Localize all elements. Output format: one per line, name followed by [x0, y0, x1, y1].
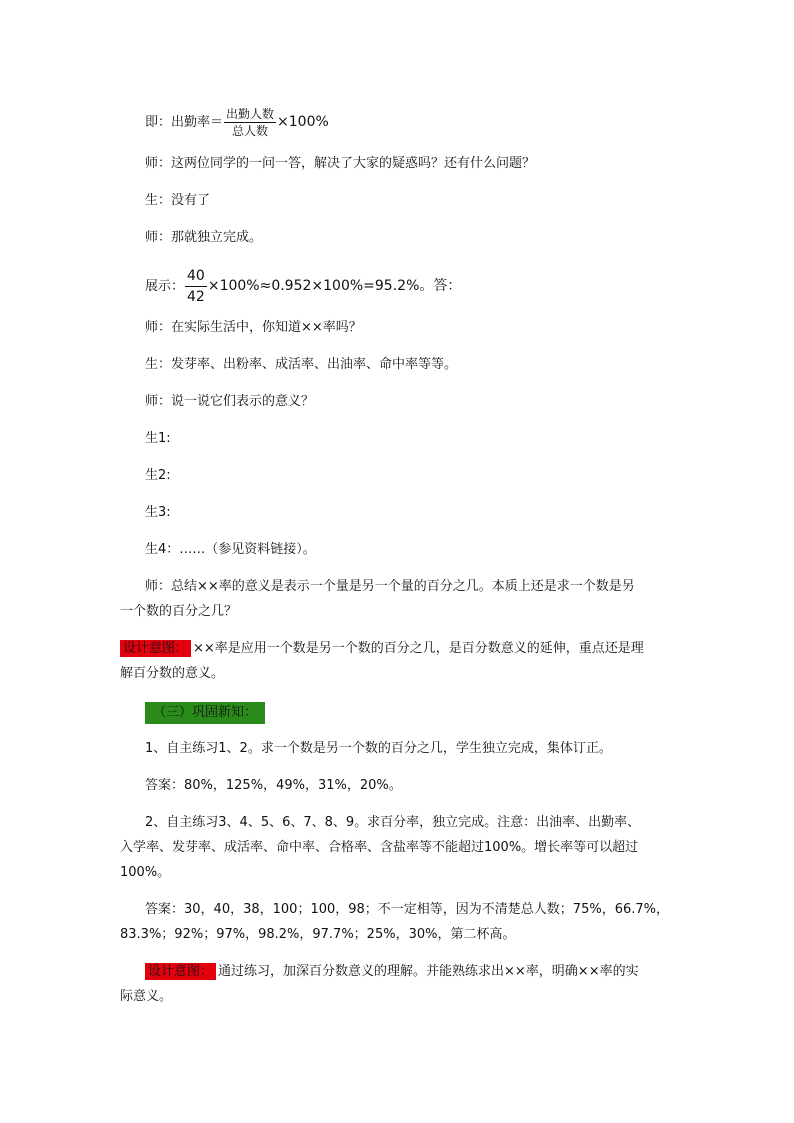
section-heading: [145, 702, 265, 724]
summary-line: 一个数的百分之几？: [120, 604, 238, 619]
dialogue-line: 生2:: [145, 468, 171, 483]
dialogue-line: 师：说一说它们表示的意义？: [145, 394, 315, 409]
formula-suffix: ×100%: [277, 114, 329, 130]
design-intent: [145, 963, 639, 981]
list-item: 入学率、发芽率、成活率、命中率、合格率、含盐率等不能超过100%。增长率等可以超过: [120, 840, 639, 855]
formula-denominator: 总人数: [232, 124, 269, 138]
design-intent: [120, 640, 644, 658]
formula-prefix: 即：出勤率＝: [145, 115, 224, 130]
dialogue-line: 师：那就独立完成。: [145, 230, 263, 245]
section-heading-label: （三）巩固新知：: [145, 702, 265, 724]
dialogue-line: 生1:: [145, 431, 171, 446]
design-intent-text: ××率是应用一个数是另一个数的百分之几，是百分数意义的延伸，重点还是理: [193, 641, 644, 656]
list-item: 2、自主练习3、4、5、6、7、8、9。求百分率，独立完成。注意：出油率、出勤率、: [145, 815, 641, 830]
display-fraction: [185, 266, 207, 307]
dialogue-line: 生：没有了: [145, 193, 211, 208]
display-denominator: 42: [187, 289, 205, 305]
design-intent-text: 解百分数的意义。: [120, 666, 225, 681]
answer-line: 答案：80%，125%，49%，31%，20%。: [145, 778, 402, 793]
dialogue-line: 生：发芽率、出粉率、成活率、出油率、命中率等等。: [145, 357, 458, 372]
design-intent-text: 际意义。: [120, 989, 173, 1004]
dialogue-line: 师：在实际生活中，你知道××率吗？: [145, 320, 362, 335]
dialogue-line: 生3:: [145, 505, 171, 520]
summary-line: 师：总结××率的意义是表示一个量是另一个量的百分之几。本质上还是求一个数是另: [145, 579, 635, 594]
display-suffix: ×100%≈0.952×100%=95.2%。答：: [207, 278, 462, 294]
answer-line: 83.3%；92%；97%，98.2%，97.7%；25%，30%，第二杯高。: [120, 927, 516, 942]
dialogue-line: 生4：……（参见资料链接）。: [145, 542, 316, 557]
design-intent-text: 通过练习，加深百分数意义的理解。并能熟练求出××率，明确××率的实: [218, 964, 639, 979]
formula-numerator: 出勤人数: [226, 107, 275, 121]
display-prefix: 展示：: [145, 279, 185, 294]
list-item: 1、自主练习1、2。求一个数是另一个数的百分之几，学生独立完成，集体订正。: [145, 741, 612, 756]
display-line: [145, 266, 461, 307]
dialogue-line: 师：这两位同学的一问一答，解决了大家的疑惑吗？还有什么问题？: [145, 156, 536, 171]
formula-line: [145, 106, 329, 139]
formula-fraction: [224, 106, 276, 139]
design-intent-tag: 设计意图：: [145, 963, 216, 980]
design-intent-tag: 设计意图：: [120, 640, 191, 657]
list-item: 100%。: [120, 865, 171, 880]
display-numerator: 40: [185, 266, 207, 287]
answer-line: 答案：30，40，38，100；100，98；不一定相等，因为不清楚总人数；75%，66.7%，: [145, 902, 669, 917]
